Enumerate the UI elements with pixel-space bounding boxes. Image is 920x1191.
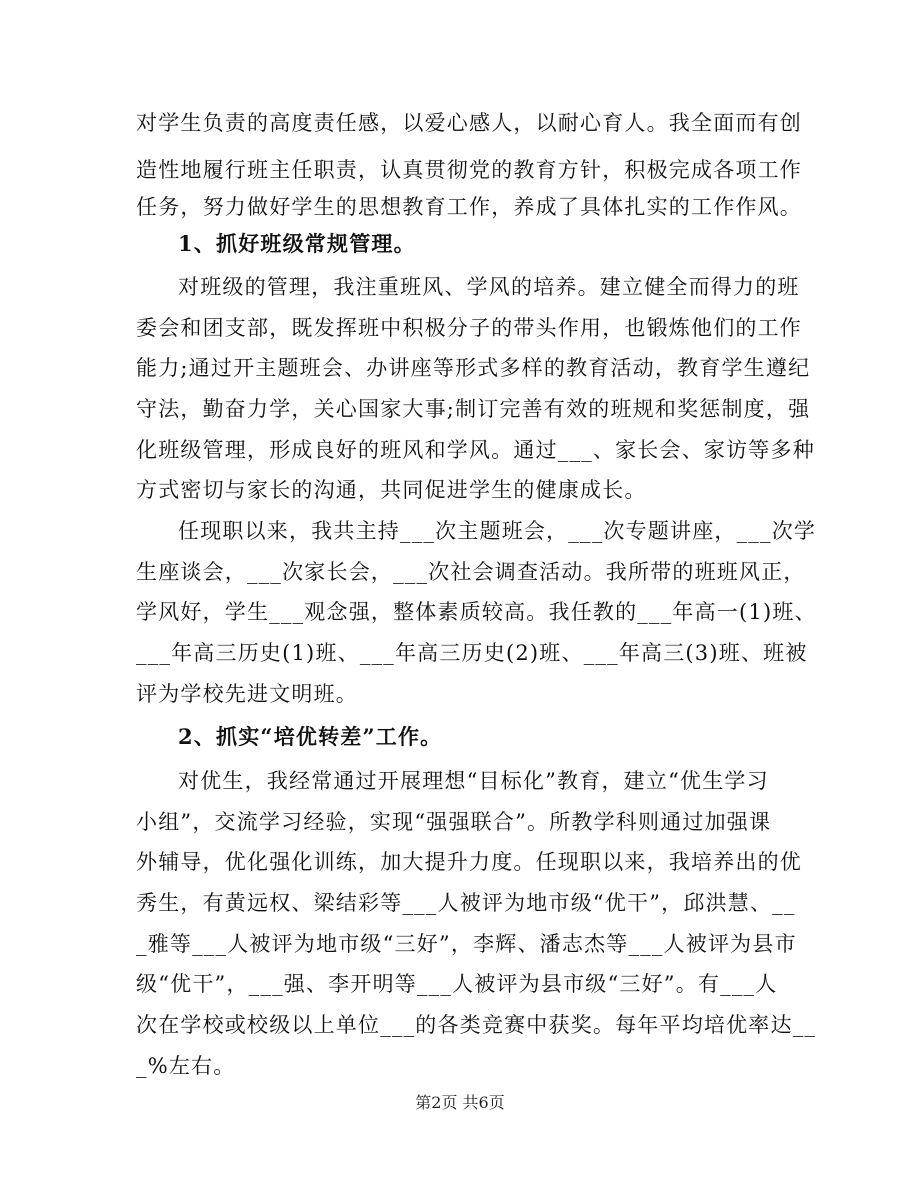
body-text-line: _雅等___人被评为地市级“三好”，李辉、潘志杰等___人被评为县市 — [136, 932, 797, 956]
body-text-line: 评为学校先进文明班。 — [136, 682, 358, 706]
body-text-line: 级“优干”，___强、李开明等___人被评为县市级“三好”。有___人 — [136, 972, 778, 996]
body-text-line: _%左右。 — [136, 1054, 236, 1078]
body-text-line: 委会和团支部，既发挥班中积极分子的带头作用，也锻炼他们的工作 — [136, 316, 802, 340]
body-text-line: 化班级管理，形成良好的班风和学风。通过___、家长会、家访等多种 — [136, 438, 815, 462]
body-text-line: 生座谈会，___次家长会，___次社会调查活动。我所带的班班风正， — [136, 560, 806, 584]
body-text-line: 任务，努力做好学生的思想教育工作，养成了具体扎实的工作作风。 — [136, 195, 802, 219]
body-text-line: 对班级的管理，我注重班风、学风的培养。建立健全而得力的班 — [178, 275, 800, 299]
body-text-line: 守法，勤奋力学，关心国家大事;制订完善有效的班规和奖惩制度，强 — [136, 397, 811, 421]
body-text-line: 能力;通过开主题班会、办讲座等形式多样的教育活动，教育学生遵纪 — [136, 356, 811, 380]
body-text-line: 对学生负责的高度责任感，以爱心感人，以耐心育人。我全面而有创 — [136, 111, 802, 135]
section-heading: 2、抓实“培优转差”工作。 — [178, 724, 443, 749]
body-text-line: 方式密切与家长的沟通，共同促进学生的健康成长。 — [136, 478, 647, 502]
body-text-line: 小组”，交流学习经验，实现“强强联合”。所教学科则通过加强课 — [136, 810, 772, 834]
body-text-line: 外辅导，优化强化训练，加大提升力度。任现职以来，我培养出的优 — [136, 850, 802, 874]
body-text-line: 任现职以来，我共主持___次主题班会，___次专题讲座，___次学 — [178, 519, 817, 543]
body-text-line: 对优生，我经常通过开展理想“目标化”教育，建立“优生学习 — [178, 769, 769, 793]
body-text-line: 次在学校或校级以上单位___的各类竞赛中获奖。每年平均培优率达__ — [136, 1013, 817, 1037]
body-text-line: 造性地履行班主任职责，认真贯彻党的教育方针，积极完成各项工作 — [136, 158, 802, 182]
page-number: 第2页 共6页 — [415, 1093, 505, 1112]
section-heading: 1、抓好班级常规管理。 — [178, 231, 416, 256]
body-text-line: ___年高三历史(1)班、___年高三历史(2)班、___年高三(3)班、班被 — [136, 641, 808, 665]
body-text-line: 秀生，有黄远权、梁结彩等___人被评为地市级“优干”，邱洪慧、__ — [136, 891, 796, 915]
body-text-line: 学风好，学生___观念强，整体素质较高。我任教的___年高一(1)班、 — [136, 600, 817, 624]
